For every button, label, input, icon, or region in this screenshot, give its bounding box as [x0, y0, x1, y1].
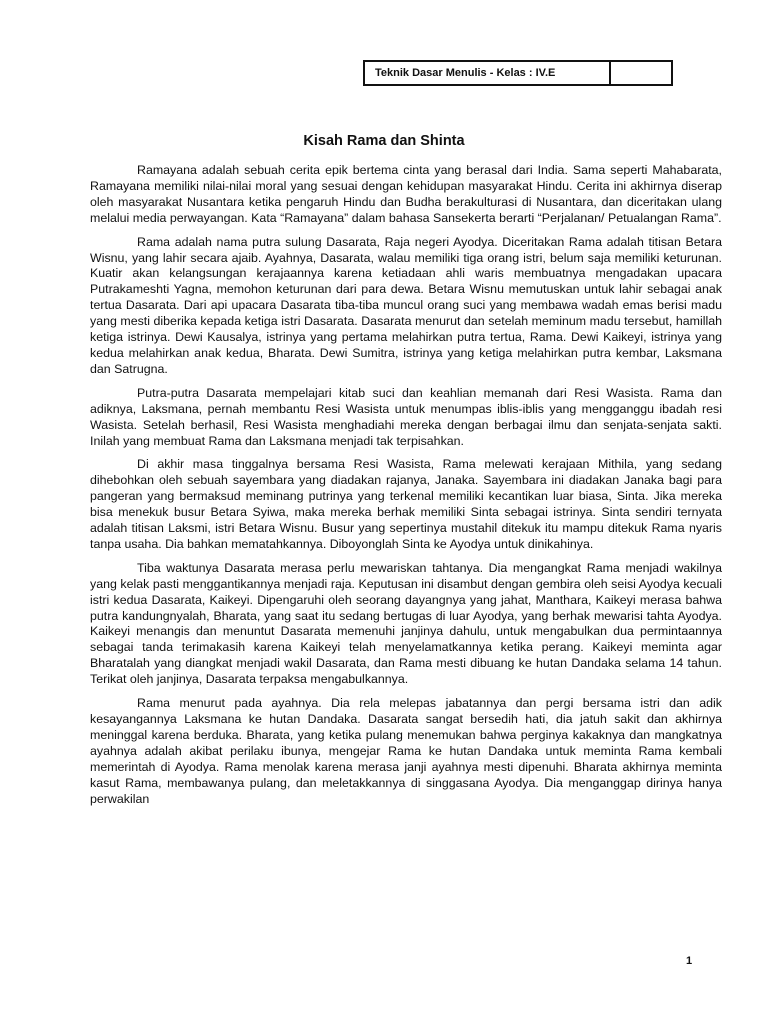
header-empty-cell	[611, 62, 671, 84]
paragraph: Rama menurut pada ayahnya. Dia rela melepas jabatannya dan pergi bersama istri dan adik kesayangannya Laksmana ke hutan Dandaka. Dasarata sangat bersedih hati, dia jatuh sakit dan akhirnya meninggal karena berduka. Bharata, yang ketika pulang menemukan bahwa perginya kakaknya dan mangkatnya ayahnya adalah akibat perilaku ibunya, mengejar Rama ke hutan Dandaka untuk meminta Rama kembali memerintah di Ayodya. Rama menolak karena merasa janji ayahnya mesti dipenuhi. Bharata akhirnya meminta kasut Rama, membawanya pulang, dan meletakkannya di singgasana Ayodya. Dia menganggap dirinya hanya perwakilan	[90, 696, 722, 806]
paragraph: Di akhir masa tinggalnya bersama Resi Wasista, Rama melewati kerajaan Mithila, yang sedang dihebohkan oleh sebuah sayembara yang diadakan rajanya, Janaka. Sayembara ini diadakan Janaka bagi para pangeran yang bermaksud meminang putrinya yang terkenal memiliki kecantikan luar biasa, Sinta. Jika mereka bisa menekuk busur Betara Syiwa, maka mereka berhak memiliki Sinta sebagai istrinya. Sinta sendiri ternyata adalah titisan Laksmi, istri Betara Wisnu. Busur yang sepertinya mustahil ditekuk itu mampu ditekuk Rama nyaris tanpa usaha. Dia bahkan mematahkannya. Diboyonglah Sinta ke Ayodya untuk dinikahinya.	[90, 457, 722, 551]
paragraph: Tiba waktunya Dasarata merasa perlu mewariskan tahtanya. Dia mengangkat Rama menjadi wakilnya yang kelak pasti menggantikannya menjadi raja. Keputusan ini disambut dengan gembira oleh seisi Ayodya kecuali istri kedua Dasarata, Kaikeyi. Dipengaruhi oleh seorang dayangnya yang jahat, Manthara, Kaikeyi merasa bahwa putra kandungnyalah, Bharata, yang saat itu sedang bertugas di luar Ayodya, yang berhak mewarisi tahta Ayodya. Kaikeyi menangis dan menuntut Dasarata memenuhi janjinya dahulu, untuk mengabulkan dua permintaannya sebagai tanda terimakasih karena Kaikeyi telah menyelamatkannya ketika perang. Kaikeyi meminta agar Bharatalah yang diangkat menjadi wakil Dasarata, dan Rama mesti dibuang ke hutan Dandaka selama 14 tahun. Terikat oleh janjinya, Dasarata terpaksa mengabulkannya.	[90, 560, 722, 687]
header-box	[363, 60, 673, 86]
document-body	[90, 163, 722, 815]
document-title: Kisah Rama dan Shinta	[303, 133, 465, 149]
paragraph: Rama adalah nama putra sulung Dasarata, Raja negeri Ayodya. Diceritakan Rama adalah titisan Betara Wisnu, yang lahir secara ajaib. Ayahnya, Dasarata, walau memiliki tiga orang istri, belum saja memiliki keturunan. Kuatir akan kelangsungan kerajaannya karena ketiadaan ahli waris membuatnya mengadakan upacara Putrakameshti Yagna, memohon keturunan dari para dewa. Betara Wisnu memutuskan untuk lahir sebagai anak tertua Dasarata. Dari api upacara Dasarata tiba-tiba muncul orang suci yang membawa wadah emas berisi madu yang mesti diberika kepada ketiga istri Dasarata. Dasarata menurut dan setelah meminum madu tersebut, hamillah ketiga istrinya. Dewi Kausalya, istrinya yang pertama melahirkan putra tertua, Rama. Dewi Kaikeyi, istrinya yang kedua melahirkan anak kedua, Bharata. Dewi Sumitra, istrinya yang ketiga melahirkan putra kembar, Laksmana dan Satrugna.	[90, 234, 722, 376]
page-number: 1	[686, 955, 693, 967]
paragraph: Ramayana adalah sebuah cerita epik bertema cinta yang berasal dari India. Sama seperti Mahabarata, Ramayana memiliki nilai-nilai moral yang sesuai dengan kehidupan masyarakat Hindu. Cerita ini akhirnya diserap oleh masyarakat Nusantara ketika pengaruh Hindu dan Budha berakulturasi di Nusantara, dan diceritakan ulang melalui media perwayangan. Kata “Ramayana” dalam bahasa Sansekerta berarti “Perjalanan/ Petualangan Rama”.	[90, 163, 722, 225]
course-label: Teknik Dasar Menulis - Kelas : IV.E	[365, 62, 611, 84]
paragraph: Putra-putra Dasarata mempelajari kitab suci dan keahlian memanah dari Resi Wasista. Rama dan adiknya, Laksmana, pernah membantu Resi Wasista untuk menumpas iblis-iblis yang mengganggu ibadah resi Wasista. Setelah berhasil, Resi Wasista menghadiahi mereka dengan berbagai ilmu dan senjata-senjata sakti. Inilah yang membuat Rama dan Laksmana menjadi tak terpisahkan.	[90, 385, 722, 448]
